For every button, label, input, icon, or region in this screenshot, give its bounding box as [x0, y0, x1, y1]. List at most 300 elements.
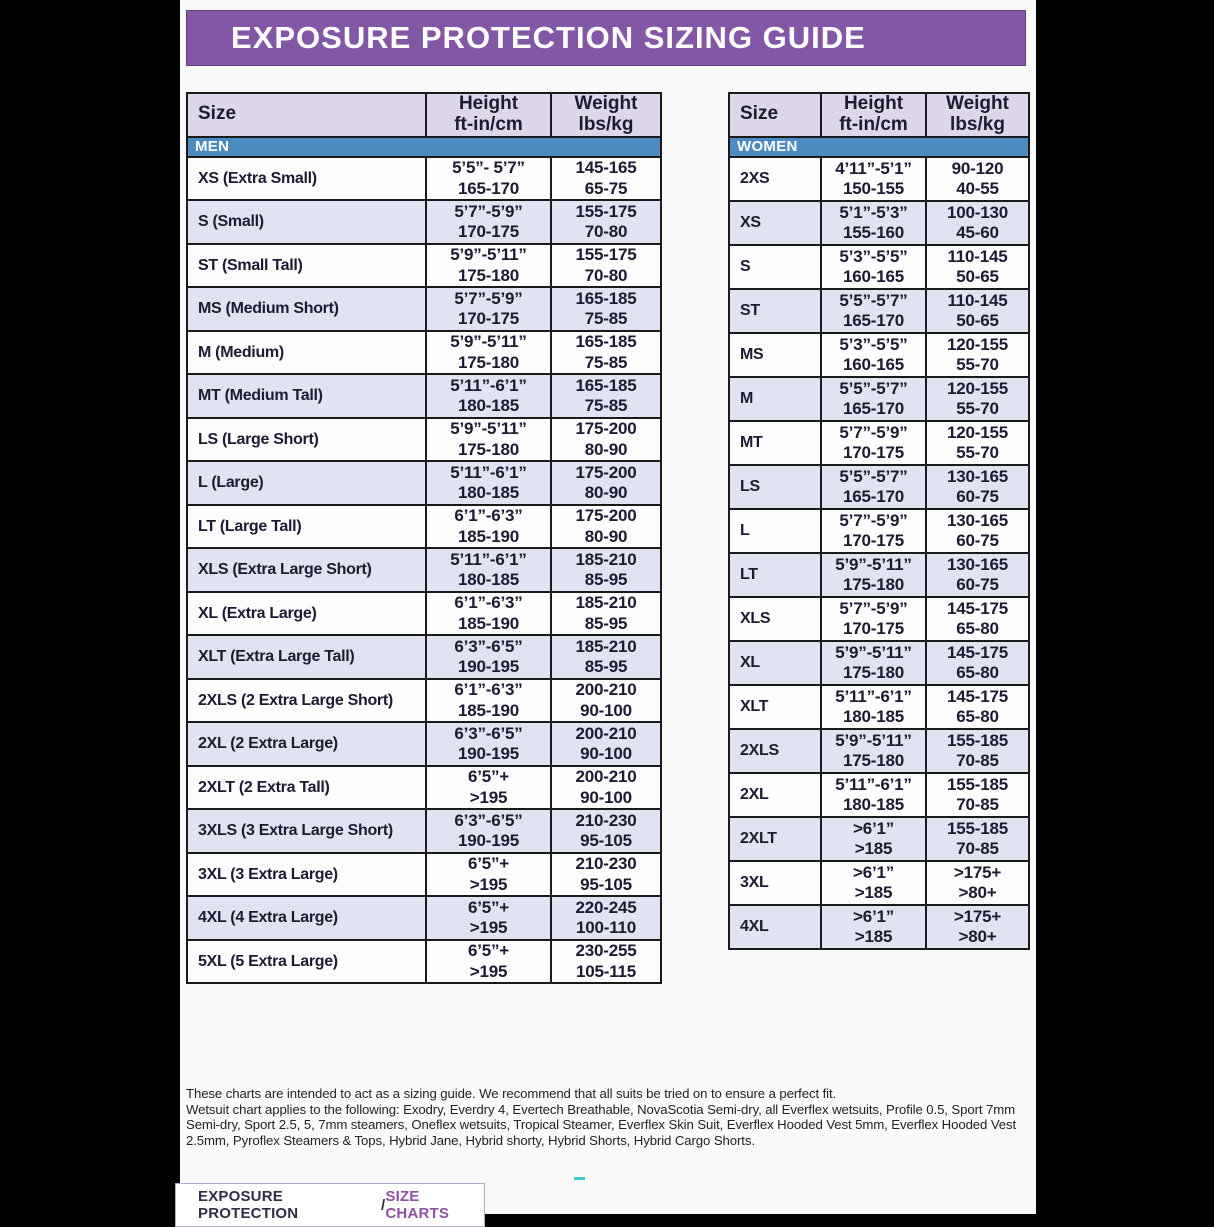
notes-line-1: These charts are intended to act as a sizing guide. We recommend that all suits be tried on to ensure a perfect fit.	[186, 1086, 837, 1101]
height-cm-value: >195	[469, 918, 508, 938]
weight-lbs-value: 165-185	[575, 288, 637, 308]
weight-kg-value: 70-80	[584, 265, 628, 285]
men-table-row	[187, 200, 661, 244]
height-cell	[821, 817, 926, 861]
height-cell	[821, 421, 926, 465]
weight-lbs-value: 200-210	[575, 767, 637, 787]
sizing-notes	[186, 1086, 1034, 1148]
weight-lbs-value: 120-155	[947, 334, 1008, 354]
size-label-cell: 2XLT (2 Extra Tall)	[187, 766, 426, 810]
height-cm-value: 170-175	[843, 618, 904, 638]
height-ft-value: 6’3”-6’5”	[454, 723, 523, 743]
weight-cell	[551, 374, 661, 418]
weight-cell	[926, 773, 1029, 817]
size-label-cell: L (Large)	[187, 461, 426, 505]
height-ft-value: 5’1”-5’3”	[839, 202, 908, 222]
weight-lbs-value: 155-185	[947, 818, 1008, 838]
page-title: EXPOSURE PROTECTION SIZING GUIDE	[231, 20, 866, 55]
height-cm-value: 175-180	[458, 352, 519, 372]
size-label-cell: 3XL	[729, 861, 821, 905]
weight-lbs-value: 155-175	[575, 201, 637, 221]
height-cm-value: 175-180	[843, 574, 904, 594]
weight-cell	[551, 461, 661, 505]
size-label-cell: ST	[729, 289, 821, 333]
height-ft-value: 5’11”-6’1”	[835, 774, 912, 794]
height-cm-value: 175-180	[843, 750, 904, 770]
women-table-row	[729, 861, 1029, 905]
weight-lbs-value: 155-185	[947, 730, 1008, 750]
height-cell	[821, 861, 926, 905]
weight-lbs-value: 120-155	[947, 422, 1008, 442]
weight-lbs-value: 165-185	[575, 332, 637, 352]
height-cell	[821, 509, 926, 553]
height-cell	[821, 245, 926, 289]
size-label-cell: M (Medium)	[187, 331, 426, 375]
height-cell	[821, 641, 926, 685]
weight-cell	[551, 722, 661, 766]
height-ft-value: 6’5”+	[467, 941, 510, 961]
size-label-cell: XL	[729, 641, 821, 685]
men-table-row	[187, 287, 661, 331]
women-table-row	[729, 157, 1029, 201]
weight-lbs-value: 200-210	[575, 723, 637, 743]
size-label-cell: XS (Extra Small)	[187, 157, 426, 201]
weight-cell	[551, 244, 661, 288]
women-table-row	[729, 377, 1029, 421]
height-cell	[821, 553, 926, 597]
weight-cell	[926, 729, 1029, 773]
weight-cell	[551, 592, 661, 636]
weight-lbs-value: 155-185	[947, 774, 1008, 794]
weight-lbs-value: 210-230	[575, 854, 637, 874]
weight-cell	[551, 331, 661, 375]
height-cell	[426, 331, 551, 375]
height-ft-value: 6’5”+	[467, 854, 510, 874]
size-charts-tab[interactable]	[175, 1183, 485, 1227]
weight-cell	[926, 201, 1029, 245]
weight-cell	[926, 597, 1029, 641]
men-table-row	[187, 809, 661, 853]
weight-cell	[551, 200, 661, 244]
height-cm-value: >195	[469, 874, 508, 894]
women-section-band	[729, 137, 1029, 157]
men-table-row	[187, 679, 661, 723]
weight-cell	[551, 157, 661, 201]
weight-lbs-value: 130-165	[947, 554, 1008, 574]
weight-lbs-value: 220-245	[575, 897, 637, 917]
weight-cell	[551, 635, 661, 679]
height-cell	[426, 200, 551, 244]
height-cell	[426, 461, 551, 505]
height-cell	[426, 722, 551, 766]
size-label-cell: 2XL	[729, 773, 821, 817]
men-table-row	[187, 896, 661, 940]
height-cm-value: 165-170	[843, 486, 904, 506]
height-cm-value: 175-180	[458, 439, 519, 459]
size-label-cell: XLS	[729, 597, 821, 641]
men-table-row	[187, 853, 661, 897]
right-black-bar	[1036, 0, 1214, 1214]
height-cm-value: 180-185	[458, 396, 519, 416]
size-label-cell: MT	[729, 421, 821, 465]
men-table-row	[187, 374, 661, 418]
height-cell	[426, 548, 551, 592]
height-cell	[821, 685, 926, 729]
height-cell	[821, 597, 926, 641]
women-table-row	[729, 641, 1029, 685]
weight-kg-value: 55-70	[956, 398, 999, 418]
weight-lbs-value: 165-185	[575, 375, 637, 395]
weight-cell	[551, 896, 661, 940]
weight-lbs-value: 145-175	[947, 642, 1008, 662]
height-ft-value: 6’1”-6’3”	[454, 680, 523, 700]
weight-cell	[551, 418, 661, 462]
weight-lbs-value: 230-255	[575, 941, 637, 961]
height-cell	[821, 201, 926, 245]
height-cm-value: 185-190	[458, 526, 519, 546]
weight-kg-value: 65-80	[956, 618, 999, 638]
size-label-cell: MS	[729, 333, 821, 377]
men-table-row	[187, 592, 661, 636]
women-table-row	[729, 597, 1029, 641]
weight-cell	[926, 289, 1029, 333]
women-table-row	[729, 817, 1029, 861]
women-table-row	[729, 201, 1029, 245]
weight-cell	[926, 861, 1029, 905]
women-table-row	[729, 289, 1029, 333]
teal-dash-mark	[574, 1177, 585, 1180]
height-cm-value: 190-195	[458, 744, 519, 764]
height-cm-value: 160-165	[843, 354, 904, 374]
weight-lbs-value: >175+	[953, 862, 1002, 882]
women-size-table	[728, 92, 1030, 950]
weight-cell	[926, 333, 1029, 377]
weight-kg-value: 60-75	[956, 530, 999, 550]
women-table-row	[729, 773, 1029, 817]
weight-kg-value: 95-105	[580, 874, 632, 894]
height-cell	[426, 505, 551, 549]
height-cm-value: 180-185	[843, 794, 904, 814]
weight-kg-value: 80-90	[584, 439, 628, 459]
women-table-row	[729, 729, 1029, 773]
height-ft-value: >6’1”	[852, 906, 895, 926]
weight-lbs-value: 90-120	[951, 158, 1004, 178]
height-ft-value: 6’5”+	[467, 767, 510, 787]
men-size-table	[186, 92, 662, 984]
notes-line-2: Wetsuit chart applies to the following: Exodry, Everdry 4, Evertech Breathable, NovaScotia Semi-dry, all Everflex wetsuits, Profile 0.5, Sport 7mm Semi-dry, Sport 2.5, 5, 7mm steamers, Oneflex wetsuits, Tropical Steamer, Everflex Skin Suit, Everflex Hooded Vest 5mm, Everflex Hooded Vest 2.5mm, Pyroflex Steamers & Tops, Hybrid Jane, Hybrid shorty, Hybrid Shorts, Hybrid Cargo Shorts.	[186, 1101, 1017, 1148]
height-cm-value: 190-195	[458, 657, 519, 677]
weight-kg-value: 105-115	[575, 961, 637, 981]
women-table-row	[729, 465, 1029, 509]
height-cell	[426, 592, 551, 636]
men-table-row	[187, 331, 661, 375]
weight-kg-value: 75-85	[584, 352, 628, 372]
size-label-cell: MS (Medium Short)	[187, 287, 426, 331]
weight-kg-value: 90-100	[580, 744, 632, 764]
weight-lbs-value: 100-130	[947, 202, 1008, 222]
height-cell	[821, 289, 926, 333]
height-ft-value: 5’7”-5’9”	[839, 598, 908, 618]
weight-cell	[926, 817, 1029, 861]
size-label-cell: 3XLS (3 Extra Large Short)	[187, 809, 426, 853]
weight-kg-value: 75-85	[584, 396, 628, 416]
weight-kg-value: 100-110	[575, 918, 637, 938]
weight-kg-value: 65-80	[956, 662, 999, 682]
size-label-cell: 4XL	[729, 905, 821, 949]
weight-lbs-value: 110-145	[947, 290, 1008, 310]
weight-cell	[926, 245, 1029, 289]
column-header-height: Height ft-in/cm	[426, 93, 551, 137]
weight-lbs-value: 155-175	[575, 245, 637, 265]
size-label-cell: XLT	[729, 685, 821, 729]
height-ft-value: 5’11”-6’1”	[450, 375, 527, 395]
height-cell	[821, 377, 926, 421]
breadcrumb-size-charts-link[interactable]: SIZE CHARTS	[385, 1188, 450, 1222]
weight-kg-value: 65-75	[584, 178, 628, 198]
height-ft-value: 5’5”-5’7”	[839, 466, 908, 486]
height-cell	[426, 679, 551, 723]
men-table-row	[187, 244, 661, 288]
weight-lbs-value: 145-165	[575, 158, 637, 178]
women-table-row	[729, 905, 1029, 949]
height-cm-value: >195	[469, 787, 508, 807]
weight-lbs-value: 130-165	[947, 466, 1008, 486]
title-banner	[186, 10, 1026, 66]
weight-kg-value: 85-95	[584, 657, 628, 677]
weight-kg-value: 80-90	[584, 526, 628, 546]
weight-cell	[926, 465, 1029, 509]
women-table-row	[729, 553, 1029, 597]
weight-cell	[926, 509, 1029, 553]
height-ft-value: >6’1”	[852, 862, 895, 882]
weight-lbs-value: 120-155	[947, 378, 1008, 398]
weight-kg-value: 45-60	[956, 222, 999, 242]
height-cell	[821, 465, 926, 509]
size-label-cell: 2XLS	[729, 729, 821, 773]
weight-cell	[551, 287, 661, 331]
men-section-label: MEN	[187, 137, 661, 157]
weight-cell	[926, 421, 1029, 465]
size-label-cell: LS (Large Short)	[187, 418, 426, 462]
men-table-row	[187, 635, 661, 679]
height-ft-value: 5’11”-6’1”	[450, 549, 527, 569]
height-ft-value: 5’9”-5’11”	[450, 245, 527, 265]
size-label-cell: 4XL (4 Extra Large)	[187, 896, 426, 940]
height-cell	[426, 896, 551, 940]
height-cell	[821, 729, 926, 773]
column-header-weight: Weight lbs/kg	[551, 93, 661, 137]
height-cell	[426, 287, 551, 331]
size-label-cell: ST (Small Tall)	[187, 244, 426, 288]
height-cm-value: 190-195	[458, 831, 519, 851]
weight-kg-value: 85-95	[584, 570, 628, 590]
height-cell	[426, 766, 551, 810]
men-table-row	[187, 548, 661, 592]
height-ft-value: 5’7”-5’9”	[839, 510, 908, 530]
size-label-cell: 2XL (2 Extra Large)	[187, 722, 426, 766]
height-cell	[426, 940, 551, 984]
weight-cell	[926, 157, 1029, 201]
men-table-row	[187, 461, 661, 505]
breadcrumb-exposure-protection[interactable]: EXPOSURE PROTECTION	[198, 1188, 299, 1222]
height-ft-value: 6’1”-6’3”	[454, 593, 523, 613]
weight-cell	[551, 548, 661, 592]
height-cm-value: 165-170	[458, 178, 519, 198]
breadcrumb-separator: /	[381, 1196, 386, 1214]
weight-cell	[551, 853, 661, 897]
height-ft-value: 5’9”-5’11”	[835, 554, 912, 574]
height-cm-value: 180-185	[458, 570, 519, 590]
height-cm-value: 170-175	[458, 309, 519, 329]
weight-kg-value: 90-100	[580, 787, 632, 807]
size-label-cell: 2XLT	[729, 817, 821, 861]
men-table-row	[187, 940, 661, 984]
weight-kg-value: 60-75	[956, 486, 999, 506]
height-ft-value: 5’3”-5’5”	[839, 246, 908, 266]
size-label-cell: MT (Medium Tall)	[187, 374, 426, 418]
size-label-cell: S (Small)	[187, 200, 426, 244]
weight-kg-value: 75-85	[584, 309, 628, 329]
height-ft-value: 5’9”-5’11”	[835, 642, 912, 662]
column-header-weight: Weight lbs/kg	[926, 93, 1029, 137]
height-cm-value: >195	[469, 961, 508, 981]
weight-lbs-value: 110-145	[947, 246, 1008, 266]
weight-cell	[926, 641, 1029, 685]
weight-lbs-value: 175-200	[575, 462, 637, 482]
height-cm-value: 185-190	[458, 700, 519, 720]
height-ft-value: 5’11”-6’1”	[835, 686, 912, 706]
weight-lbs-value: 210-230	[575, 810, 637, 830]
height-cell	[821, 773, 926, 817]
weight-kg-value: >80+	[958, 926, 997, 946]
height-cell	[821, 157, 926, 201]
height-ft-value: 6’5”+	[467, 897, 510, 917]
height-cm-value: 165-170	[843, 310, 904, 330]
weight-lbs-value: 130-165	[947, 510, 1008, 530]
size-label-cell: XLS (Extra Large Short)	[187, 548, 426, 592]
weight-kg-value: 70-85	[956, 750, 999, 770]
height-cm-value: >185	[854, 882, 893, 902]
height-cell	[426, 157, 551, 201]
weight-kg-value: 55-70	[956, 442, 999, 462]
men-table-row	[187, 157, 661, 201]
weight-lbs-value: 175-200	[575, 419, 637, 439]
height-ft-value: 5’7”-5’9”	[454, 201, 523, 221]
weight-lbs-value: 185-210	[575, 636, 637, 656]
weight-lbs-value: 200-210	[575, 680, 637, 700]
height-ft-value: 5’9”-5’11”	[835, 730, 912, 750]
women-section-label: WOMEN	[729, 137, 1029, 157]
weight-kg-value: 55-70	[956, 354, 999, 374]
height-ft-value: 5’9”-5’11”	[450, 419, 527, 439]
men-table-row	[187, 505, 661, 549]
height-cell	[426, 244, 551, 288]
weight-kg-value: 70-85	[956, 794, 999, 814]
column-header-height: Height ft-in/cm	[821, 93, 926, 137]
left-black-bar	[0, 0, 180, 1214]
size-label-cell: 3XL (3 Extra Large)	[187, 853, 426, 897]
weight-kg-value: 60-75	[956, 574, 999, 594]
weight-lbs-value: 145-175	[947, 686, 1008, 706]
women-table-row	[729, 421, 1029, 465]
weight-cell	[926, 905, 1029, 949]
height-cm-value: 170-175	[458, 222, 519, 242]
weight-lbs-value: 185-210	[575, 549, 637, 569]
height-ft-value: 5’3”-5’5”	[839, 334, 908, 354]
height-cm-value: 160-165	[843, 266, 904, 286]
weight-kg-value: 70-85	[956, 838, 999, 858]
height-cm-value: 175-180	[843, 662, 904, 682]
weight-lbs-value: 175-200	[575, 506, 637, 526]
weight-cell	[926, 377, 1029, 421]
height-ft-value: 6’1”-6’3”	[454, 506, 523, 526]
weight-kg-value: 85-95	[584, 613, 628, 633]
height-cm-value: >185	[854, 926, 893, 946]
weight-lbs-value: 185-210	[575, 593, 637, 613]
height-ft-value: 5’7”-5’9”	[454, 288, 523, 308]
height-ft-value: >6’1”	[852, 818, 895, 838]
height-cm-value: 155-160	[843, 222, 904, 242]
height-cell	[426, 374, 551, 418]
size-label-cell: 2XS	[729, 157, 821, 201]
men-table-row	[187, 418, 661, 462]
weight-kg-value: 90-100	[580, 700, 632, 720]
size-label-cell: LT (Large Tall)	[187, 505, 426, 549]
size-label-cell: S	[729, 245, 821, 289]
weight-lbs-value: >175+	[953, 906, 1002, 926]
size-label-cell: 2XLS (2 Extra Large Short)	[187, 679, 426, 723]
weight-kg-value: 95-105	[580, 831, 632, 851]
size-label-cell: L	[729, 509, 821, 553]
height-ft-value: 6’3”-6’5”	[454, 810, 523, 830]
height-cm-value: 185-190	[458, 613, 519, 633]
height-cm-value: 170-175	[843, 442, 904, 462]
weight-cell	[551, 679, 661, 723]
men-section-band	[187, 137, 661, 157]
weight-lbs-value: 145-175	[947, 598, 1008, 618]
weight-cell	[551, 809, 661, 853]
height-ft-value: 6’3”-6’5”	[454, 636, 523, 656]
men-table-row	[187, 766, 661, 810]
weight-cell	[551, 505, 661, 549]
page-content	[180, 0, 1036, 1222]
size-label-cell: XLT (Extra Large Tall)	[187, 635, 426, 679]
height-ft-value: 5’5”- 5’7”	[452, 158, 525, 178]
height-ft-value: 5’5”-5’7”	[839, 290, 908, 310]
height-cm-value: 165-170	[843, 398, 904, 418]
women-table-row	[729, 509, 1029, 553]
weight-kg-value: >80+	[958, 882, 997, 902]
women-header-row	[729, 93, 1029, 137]
height-cm-value: 175-180	[458, 265, 519, 285]
height-ft-value: 5’5”-5’7”	[839, 378, 908, 398]
weight-kg-value: 50-65	[956, 266, 999, 286]
weight-cell	[926, 553, 1029, 597]
height-cm-value: >185	[854, 838, 893, 858]
men-header-row	[187, 93, 661, 137]
height-cell	[821, 905, 926, 949]
height-cell	[426, 809, 551, 853]
size-label-cell: M	[729, 377, 821, 421]
size-label-cell: LT	[729, 553, 821, 597]
weight-kg-value: 80-90	[584, 483, 628, 503]
height-ft-value: 4’11”-5’1”	[835, 158, 912, 178]
height-cm-value: 180-185	[843, 706, 904, 726]
height-cell	[821, 333, 926, 377]
height-cm-value: 180-185	[458, 483, 519, 503]
women-table-row	[729, 333, 1029, 377]
men-table-row	[187, 722, 661, 766]
